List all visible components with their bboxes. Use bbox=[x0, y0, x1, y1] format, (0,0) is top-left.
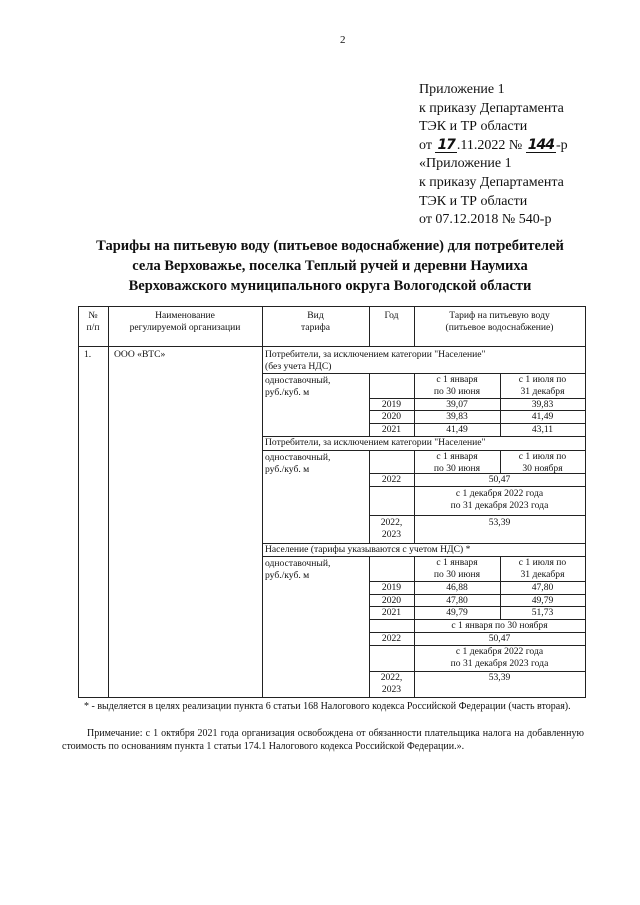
appendix-line: «Приложение 1 bbox=[419, 156, 512, 172]
value-cell: 41,49 bbox=[446, 424, 468, 435]
value-cell: 50,47 bbox=[488, 474, 511, 485]
title-line: села Верховажье, поселка Теплый ручей и деревни Наумиха bbox=[132, 258, 528, 274]
period-header: с 1 июля по 31 декабря bbox=[518, 374, 567, 397]
period-header: с 1 января по 30 июня bbox=[433, 451, 481, 474]
value-cell: 39,07 bbox=[446, 399, 468, 410]
period-header: с 1 января по 30 ноября bbox=[451, 620, 548, 631]
value-cell: 41,49 bbox=[531, 411, 554, 422]
period-header: с 1 января по 30 июня bbox=[433, 557, 481, 580]
year-cell: 2020 bbox=[381, 595, 402, 606]
header-tariff: Тариф на питьевую воду (питьевое водоснабжение) bbox=[445, 310, 554, 333]
value-cell: 47,80 bbox=[446, 595, 468, 606]
year-cell: 2022 bbox=[381, 633, 402, 644]
order-suffix: -р bbox=[556, 137, 568, 153]
value-cell: 53,39 bbox=[488, 517, 511, 528]
value-cell: 43,11 bbox=[531, 424, 554, 435]
row-number: 1. bbox=[84, 349, 92, 360]
tariff-type: одноставочный, руб./куб. м bbox=[265, 375, 331, 398]
header-organization: Наименование регулируемой организации bbox=[129, 310, 241, 333]
appendix-line: ТЭК и ТР области bbox=[419, 119, 528, 135]
period-header: с 1 января по 30 июня bbox=[433, 374, 481, 397]
appendix-line: Приложение 1 bbox=[419, 82, 505, 97]
appendix-block bbox=[419, 81, 568, 230]
value-cell: 39,83 bbox=[531, 399, 554, 410]
date-rest: .11.2022 № bbox=[456, 137, 523, 153]
tariff-type: одноставочный, руб./куб. м bbox=[265, 452, 331, 475]
table-border bbox=[585, 306, 586, 698]
year-cell: 2020 bbox=[381, 411, 402, 422]
handwritten-order-number: 144 bbox=[527, 136, 554, 153]
value-cell: 49,79 bbox=[531, 595, 554, 606]
year-cell: 2022 bbox=[381, 474, 402, 485]
section-category: Потребители, за исключением категории "Население" (без учета НДС) bbox=[265, 349, 486, 372]
title-line: Тарифы на питьевую воду (питьевое водоснабжение) для потребителей bbox=[96, 238, 564, 254]
value-cell: 50,47 bbox=[488, 633, 511, 644]
value-cell: 49,79 bbox=[446, 607, 468, 618]
section-category: Потребители, за исключением категории "Население" bbox=[265, 437, 486, 448]
table-border bbox=[108, 306, 109, 698]
value-cell: 46,88 bbox=[446, 582, 468, 593]
value-cell: 51,73 bbox=[531, 607, 554, 618]
section-category: Население (тарифы указываются с учетом НДС) * bbox=[265, 544, 471, 555]
appendix-line: ТЭК и ТР области bbox=[419, 193, 528, 209]
table-border bbox=[262, 306, 263, 698]
year-cell: 2021 bbox=[381, 607, 402, 618]
year-cell: 2022, 2023 bbox=[380, 672, 403, 695]
year-cell: 2019 bbox=[381, 399, 402, 410]
year-cell: 2022, 2023 bbox=[380, 517, 403, 540]
value-cell: 47,80 bbox=[531, 582, 554, 593]
period-header: с 1 декабря 2022 года по 31 декабря 2023 года bbox=[450, 646, 549, 669]
year-cell: 2021 bbox=[381, 424, 402, 435]
year-cell: 2019 bbox=[381, 582, 402, 593]
appendix-line: от 07.12.2018 № 540-р bbox=[419, 212, 552, 228]
period-header: с 1 декабря 2022 года по 31 декабря 2023 года bbox=[450, 488, 549, 511]
appendix-date-line bbox=[419, 137, 568, 156]
note: Примечание: с 1 октября 2021 года организация освобождена от обязанности плательщика налога на добавленную стоимость по основаниям пункта 1 статьи 174.1 Налогового кодекса Российской Федерации.». bbox=[62, 728, 584, 752]
handwritten-day: 17 bbox=[437, 136, 455, 153]
value-cell: 53,39 bbox=[488, 672, 511, 683]
table-border bbox=[78, 697, 585, 698]
header-number: № п/п bbox=[86, 310, 100, 333]
period-header: с 1 июля по 31 декабря bbox=[518, 557, 567, 580]
page-number: 2 bbox=[340, 34, 346, 46]
table-border bbox=[369, 515, 585, 516]
table-border bbox=[369, 486, 585, 487]
appendix-line: к приказу Департамента bbox=[419, 100, 564, 116]
value-cell: 39,83 bbox=[446, 411, 468, 422]
date-prefix: от bbox=[419, 137, 432, 153]
table-border bbox=[78, 346, 585, 347]
header-tariff-type: Вид тарифа bbox=[301, 310, 330, 333]
table-border bbox=[78, 306, 79, 698]
period-header: с 1 июля по 30 ноября bbox=[518, 451, 567, 474]
footnote: * - выделяется в целях реализации пункта 6 статьи 168 Налогового кодекса Российской Федерации (часть вторая). bbox=[84, 701, 571, 712]
document-title bbox=[80, 236, 580, 296]
table-border bbox=[78, 306, 585, 307]
title-line: Верховажского муниципального округа Вологодской области bbox=[128, 278, 532, 294]
appendix-line: к приказу Департамента bbox=[419, 174, 564, 190]
organization-name: ООО «ВТС» bbox=[114, 349, 166, 360]
tariff-type: одноставочный, руб./куб. м bbox=[265, 558, 331, 581]
header-year: Год bbox=[384, 310, 399, 321]
